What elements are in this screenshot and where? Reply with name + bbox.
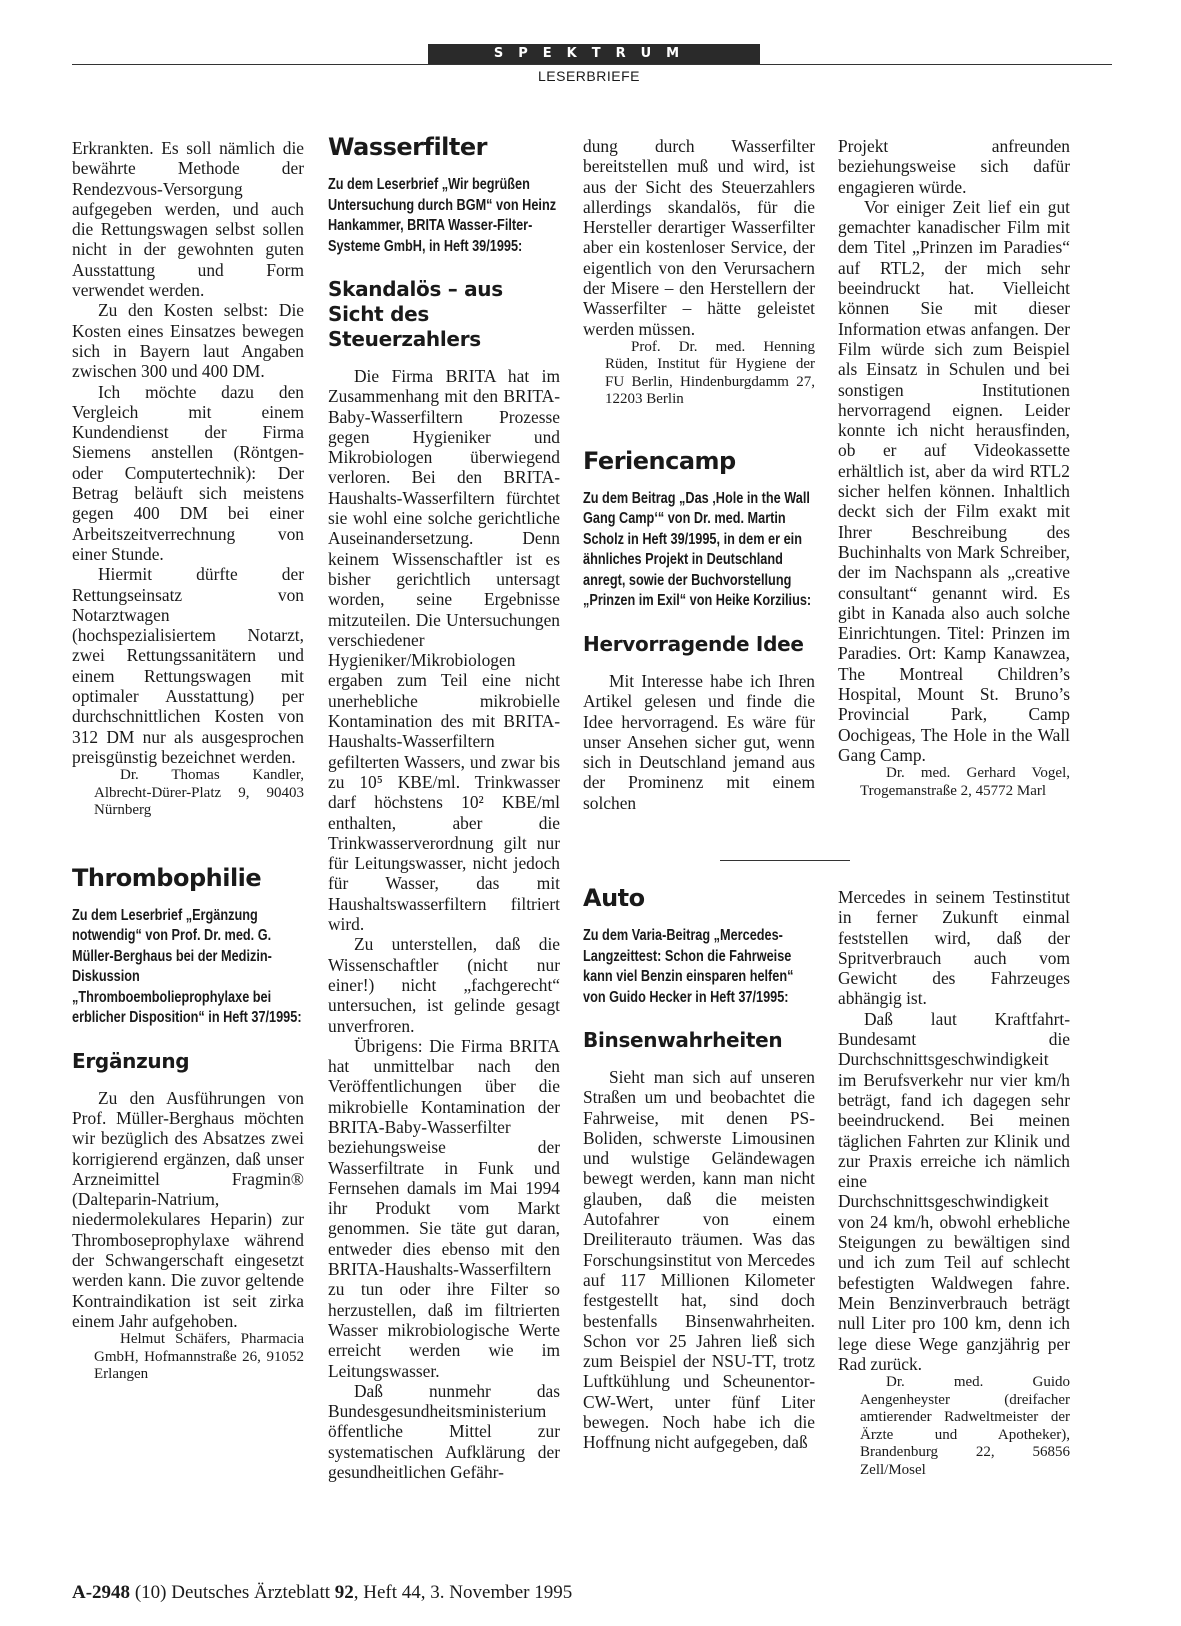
article-title: Wasserfilter (328, 133, 487, 161)
paragraph: Vor einiger Zeit lief ein gut gemachter kanadischer Film mit dem Titel „Prinzen im Paradies“ auf RTL2, der mich sehr beeindruckt hat. Vielleicht können Sie mit dieser Information etwas anfangen. Der Film würde sich zum Beispiel als Einsatz in Schulen und bei sonstigen Institutionen hervorragend eignen. Leider konnte ich nicht herausfinden, ob er auf Videokassette erhältlich ist, aber da wird RTL2 sicher helfen können. Inhaltlich deckt sich der Film exakt mit Ihrer Beschreibung des Buchinhalts von Mark Schreiber, der im Nachspann als „creative consultant“ genannt wird. Es gibt in Kanada also auch solche Einrichtungen. Titel: Prinzen im Paradies. Ort: Kamp Kanawzea, The Montreal Children’s Hospital, Mount St. Bruno’s Provincial Park, Camp Oochigeas, The Hole in the Wall Gang Camp. (838, 196, 1070, 765)
column-1 (72, 138, 304, 1384)
letter-heading: Hervorragende Idee (583, 631, 804, 656)
paragraph: Zu den Ausführungen von Prof. Müller-Berghaus möchten wir bezüglich des Absatzes zwei korrigierend ergänzen, daß unser Arzneimittel Fragmin® (Dalteparin-Natrium, niedermolekulares Heparin) zur Thromboseprophylaxe während der Schwangerschaft eingesetzt werden kann. Die zuvor geltende Kontraindikation ist seit zirka einem Jahr aufgehoben. (72, 1087, 304, 1331)
paragraph: Projekt anfreunden beziehungsweise sich dafür engagieren würde. (838, 136, 1070, 197)
letter-signature: Helmut Schäfers, Pharmacia GmbH, Hofmannstraße 26, 91052 Erlangen (94, 1331, 304, 1383)
section-label: LESERBRIEFE (538, 68, 640, 84)
letter-heading: Binsenwahrheiten (583, 1028, 783, 1052)
paragraph: Sieht man sich auf unseren Straßen um und beobachtet die Fahrweise, mit denen PS-Boliden, schwerste Limousinen und wulstige Geländewagen bewegt werden, kann man nicht glauben, daß die meisten Autofahrer von einem Dreiliterauto träumen. Was das Forschungsinstitut von Mercedes auf 117 Millionen Kilometer festgestellt hat, sind doch bestenfalls Binsenwahrheiten. Schon vor 25 Jahren ließ sich zum Beispiel der NSU-TT, trotz Luftkühlung und Scheunentor-CW-Wert, unter fünf Liter bewegen. Noch habe ich die Hoffnung nicht aufgegeben, daß (583, 1067, 815, 1453)
column-3 (583, 136, 815, 813)
column-2 (328, 133, 560, 1482)
paragraph: Hiermit dürfte der Rettungseinsatz von Notarztwagen (hochspezialisiertem Notarzt, zwei Rettungssanitätern und einem Rettungswagen mit optimaler Ausstattung) per durchschnittlichen Kosten von 312 DM nur als ausgesprochen preisgünstig bezeichnet werden. (72, 564, 304, 767)
footer-text: (10) Deutsches Ärzteblatt (134, 1582, 335, 1603)
footer-issue: , Heft 44, 3. November 1995 (353, 1582, 573, 1603)
letter-heading: Ergänzung (72, 1048, 190, 1073)
section-divider (720, 860, 850, 861)
paragraph: Übrigens: Die Firma BRITA hat unmittelbar nach den Veröffentlichungen über die mikrobielle Kontamination der BRITA-Baby-Wasserfilter beziehungsweise der Wasserfiltrate in Funk und Fernsehen damals im Mai 1994 ihr Produkt vom Markt genommen. Sie täte gut daran, entweder dies ebenso mit den BRITA-Haushalts-Wasserfiltern zu tun oder ihre Filter so herzustellen, daß im filtrierten Wasser mikrobiologische Werte erreicht werden wie im Leitungswasser. (328, 1035, 560, 1381)
article-title: Thrombophilie (72, 863, 262, 892)
article-intro: Zu dem Leserbrief „Wir begrüßen Untersuchung durch BGM“ von Heinz Hankammer, BRITA Wasser-Filter-Systeme GmbH, in Heft 39/1995: (328, 176, 557, 255)
page-number: A-2948 (72, 1582, 131, 1603)
paragraph: Mercedes in seinem Testinstitut in ferner Zukunft einmal feststellen wird, daß der Spritverbrauch auch vom Gewicht des Fahrzeuges abhängig ist. (838, 887, 1070, 1009)
article-intro: Zu dem Leserbrief „Ergänzung notwendig“ von Prof. Dr. med. G. Müller-Berghaus bei der Medizin-Diskussion „Thromboembolieprophylaxe bei erblicher Disposition“ in Heft 37/1995: (72, 906, 302, 1027)
article-intro: Zu dem Beitrag „Das ‚Hole in the Wall Gang Camp‘“ von Dr. med. Martin Scholz in Heft 39/1995, in dem er ein ähnliches Projekt in Deutschland anregt, sowie der Buchvorstellung „Prinzen im Exil“ von Heike Korzilius: (583, 489, 812, 610)
paragraph: Daß nunmehr das Bundesgesundheitsministerium öffentliche Mittel zur systematischen Aufklärung der gesundheitlichen Gefähr- (328, 1380, 560, 1483)
letter-signature: Dr. Thomas Kandler, Albrecht-Dürer-Platz 9, 90403 Nürnberg (94, 767, 304, 819)
paragraph: Daß laut Kraftfahrt-Bundesamt die Durchschnittsgeschwindigkeit im Berufsverkehr nur vier km/h beträgt, fand ich dagegen sehr beeindruckend. Bei meinen täglichen Fahrten zur Klinik und zur Praxis erreiche ich nämlich eine Durchschnittsgeschwindigkeit von 24 km/h, obwohl erhebliche Steigungen zu bewältigen sind und ich zum Teil auf schlecht befestigten Waldwegen fahre. Mein Benzinverbrauch beträgt null Liter pro 100 km, denn ich lege diese Wege ganzjährig per Rad zurück. (838, 1008, 1070, 1374)
volume-number: 92 (334, 1582, 354, 1603)
page-footer (72, 1582, 572, 1604)
paragraph: Zu unterstellen, daß die Wissenschaftler (nicht nur einer!) nicht „fachgerecht“ untersuchen, ist gelinde gesagt unverfroren. (328, 934, 560, 1036)
paragraph: Ich möchte dazu den Vergleich mit einem Kundendienst der Firma Siemens anstellen (Röntgen- oder Computertechnik): Der Betrag beläuft sich meistens gegen 400 DM bei einer Arbeitszeitverrechnung von einer Stunde. (72, 381, 304, 564)
column-4 (838, 136, 1070, 800)
header-rule (72, 64, 1112, 65)
letter-signature: Dr. med. Guido Aengenheyster (dreifacher amtierender Radweltmeister der Ärzte und Apotheker), Brandenburg 22, 56856 Zell/Mosel (860, 1374, 1070, 1478)
letter-signature: Prof. Dr. med. Henning Rüden, Institut für Hygiene der FU Berlin, Hindenburgdamm 27, 12203 Berlin (605, 338, 815, 408)
paragraph: Die Firma BRITA hat im Zusammenhang mit den BRITA-Baby-Wasserfiltern Prozesse gegen Hygieniker und Mikrobiologen überwiegend verloren. Bei den BRITA-Haushalts-Wasserfiltern fürchtet sie wohl eine solche gerichtliche Auseinandersetzung. Denn keinem Wissenschaftler ist es bisher gerichtlich untersagt worden, seine Ergebnisse mitzuteilen. Die Untersuchungen verschiedener Hygieniker/Mikrobiologen ergaben zum Teil eine nicht unerhebliche mikrobielle Kontamination des mit BRITA-Haushalts-Wasserfiltern gefilterten Wassers, und zwar bis zu 10⁵ KBE/ml. Trinkwasser darf höchstens 10² KBE/ml enthalten, aber die Trinkwasserverordnung gilt nur für Leitungswasser, nicht jedoch für Wasser, das mit Haushaltswasserfiltern filtriert wird. (328, 366, 560, 935)
paragraph: Zu den Kosten selbst: Die Kosten eines Einsatzes bewegen sich in Bayern laut Angaben zwischen 300 und 400 DM. (72, 300, 304, 382)
letter-signature: Dr. med. Gerhard Vogel, Trogemanstraße 2, 45772 Marl (860, 765, 1070, 799)
column-4-lower (838, 887, 1070, 1479)
column-3-lower (583, 884, 815, 1453)
paragraph: dung durch Wasserfilter bereitstellen muß und wird, ist aus der Sicht des Steuerzahlers allerdings skandalös, für die Hersteller derartiger Wasserfilter aber ein kostenloser Service, der eigentlich von den Verursachern der Misere – den Herstellern der Wasserfilter – hätte geleistet werden müssen. (583, 136, 815, 339)
article-intro: Zu dem Varia-Beitrag „Mercedes-Langzeittest: Schon die Fahrweise kann viel Benzin einsparen helfen“ von Guido Hecker in Heft 37/1995: (583, 927, 794, 1006)
article-title: Feriencamp (583, 446, 736, 475)
letter-heading: Skandalös – aus Sicht des Steuerzahlers (328, 277, 503, 351)
paragraph: Erkrankten. Es soll nämlich die bewährte Methode der Rendezvous-Versorgung aufgegeben werden, und auch die Rettungswagen selbst sollen nicht in der gewohnten guten Ausstattung und Form verwendet werden. (72, 138, 304, 301)
section-banner: SPEKTRUM (428, 44, 760, 64)
paragraph: Mit Interesse habe ich Ihren Artikel gelesen und finde die Idee hervorragend. Es wäre für unser Ansehen sicher gut, wenn sich in Deutschland jemand aus der Prominenz mit einem solchen (583, 670, 815, 813)
article-title: Auto (583, 884, 645, 912)
